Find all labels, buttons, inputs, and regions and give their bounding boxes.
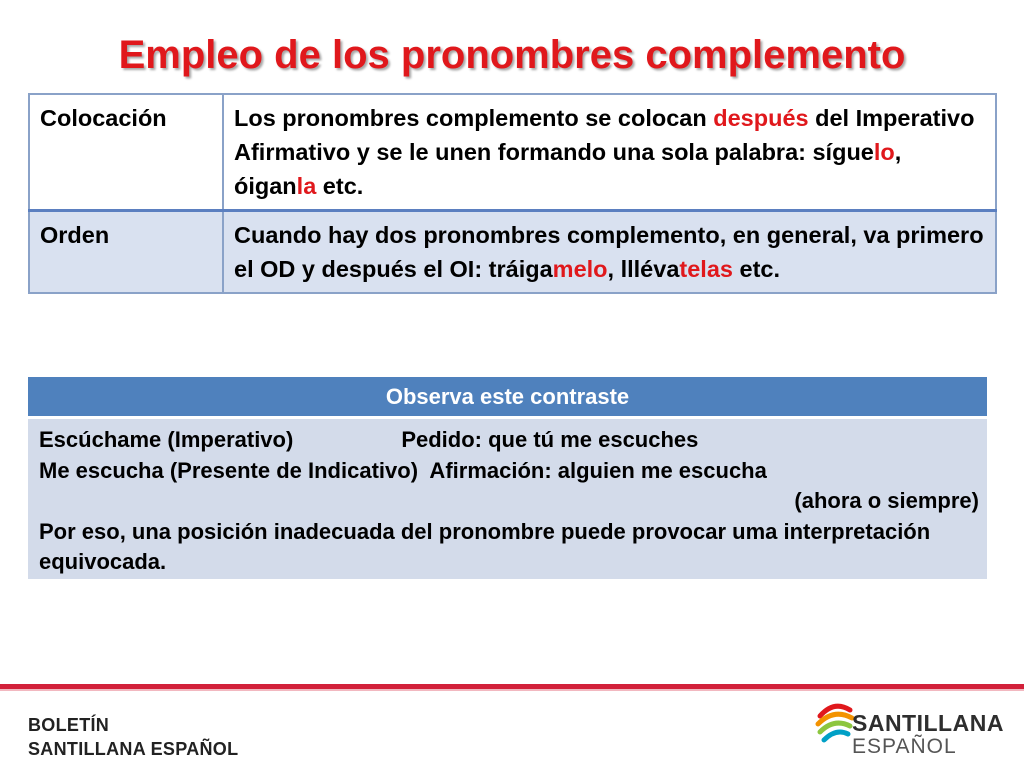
rules-table <box>28 93 997 294</box>
footer-brand: BOLETÍN SANTILLANA ESPAÑOL <box>28 715 239 759</box>
row-label: Orden <box>29 211 223 294</box>
contrast-line-1: Escúchame (Imperativo) Pedido: que tú me escuches <box>39 427 699 452</box>
contrast-box <box>28 377 987 579</box>
table-row <box>29 94 996 211</box>
table-row <box>29 211 996 294</box>
logo-title: SANTILLANA <box>852 710 1004 736</box>
row-text: Cuando hay dos pronombres complemento, en general, va primero el OD y después el OI: tráigamelo, lllévatelas etc. <box>223 211 996 294</box>
footer-divider-light <box>0 689 1024 691</box>
contrast-line-3: (ahora o siempre) <box>794 488 979 513</box>
logo-subtitle: ESPAÑOL <box>852 735 957 758</box>
contrast-line-4: Por eso, una posición inadecuada del pronombre puede provocar uma interpretación equivocada. <box>39 518 931 574</box>
contrast-line-2: Me escucha (Presente de Indicativo) Afirmación: alguien me escucha <box>39 457 767 483</box>
contrast-body <box>28 419 987 579</box>
row-label: Colocación <box>29 94 223 211</box>
contrast-header: Observa este contraste <box>28 377 987 416</box>
slide-title: Empleo de los pronombres complemento <box>118 33 906 77</box>
row-text: Los pronombres complemento se colocan después del Imperativo Afirmativo y se le unen formando una sola palabra: síguelo, óiganla etc. <box>223 94 996 211</box>
